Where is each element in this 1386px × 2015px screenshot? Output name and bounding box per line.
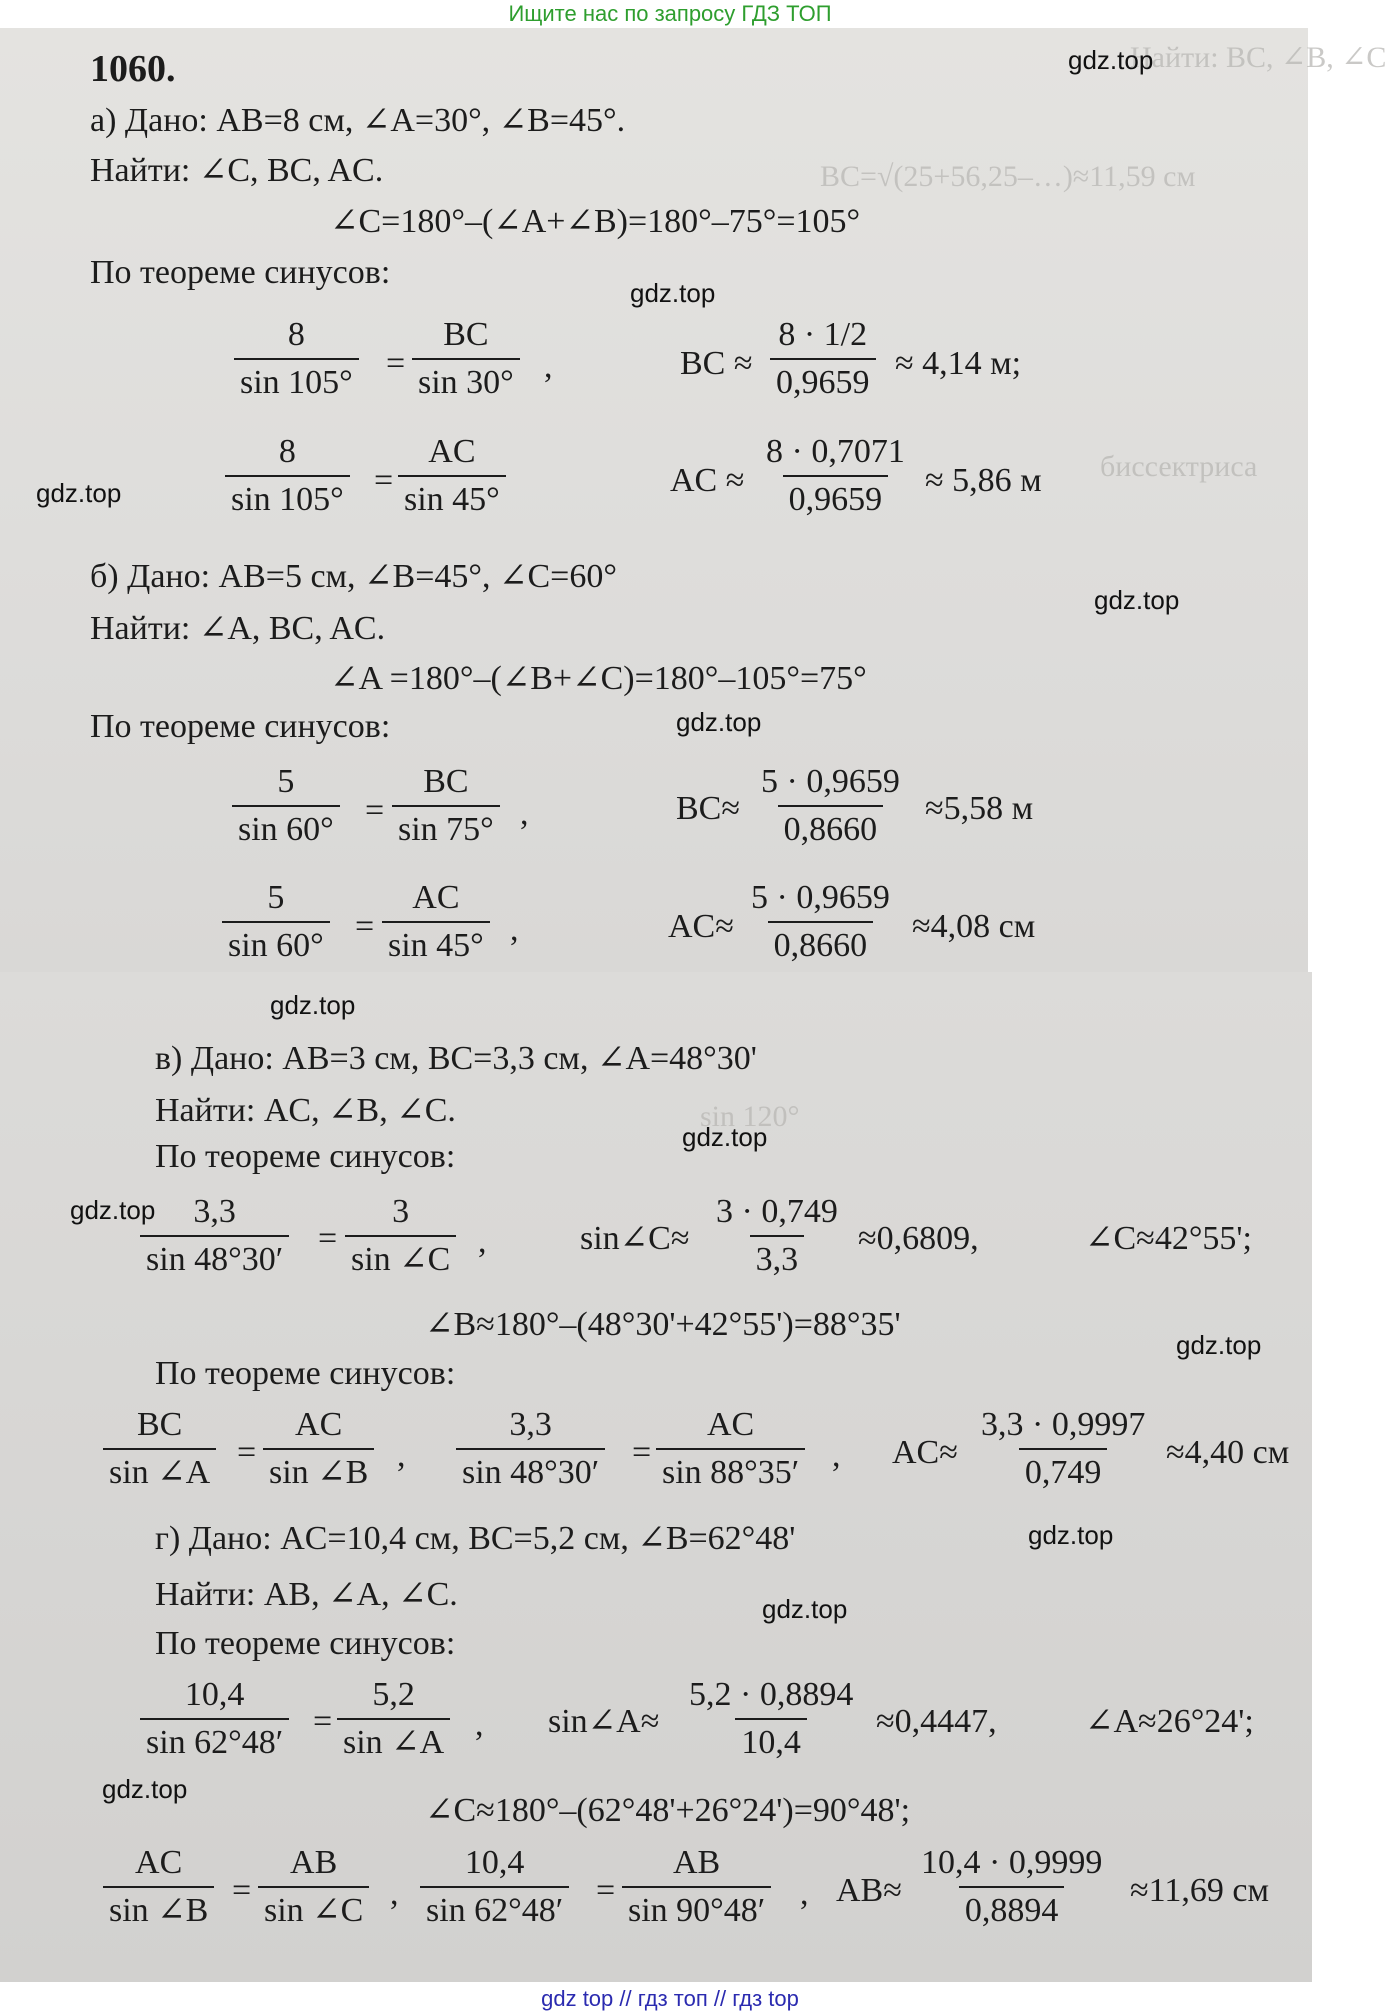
fraction-denominator: sin 60° xyxy=(222,921,330,966)
angle-result: ∠A≈26°24'; xyxy=(1085,1703,1254,1740)
comma: , xyxy=(475,1706,484,1743)
watermark: gdz.top xyxy=(102,1774,188,1804)
fraction-numerator: 10,4 xyxy=(464,1844,525,1881)
fraction-denominator: sin ∠A xyxy=(337,1718,450,1763)
problem-number: 1060. xyxy=(90,48,176,90)
fraction-denominator: sin ∠A xyxy=(103,1448,216,1493)
fraction-numerator: 3 xyxy=(392,1193,410,1230)
fraction xyxy=(915,1843,1108,1931)
fraction-denominator: sin 88°35′ xyxy=(656,1448,805,1493)
comma: , xyxy=(520,795,529,832)
fraction xyxy=(258,1843,369,1931)
fraction-numerator: 3,3 xyxy=(193,1193,236,1230)
result-value: ≈4,40 см xyxy=(1166,1434,1290,1471)
fraction-numerator: 8 · 1/2 xyxy=(778,316,868,353)
equals-sign: = xyxy=(386,345,406,382)
fraction xyxy=(622,1843,771,1931)
equals-sign: = xyxy=(232,1872,252,1909)
part-a-angle-equation: ∠C=180°–(∠A+∠B)=180°–75°=105° xyxy=(330,203,861,240)
result-value: ≈0,6809, xyxy=(858,1220,979,1257)
fraction xyxy=(656,1405,805,1493)
fraction-numerator: AC xyxy=(706,1406,755,1443)
comma: , xyxy=(478,1223,487,1260)
comma: , xyxy=(390,1875,399,1912)
result-value: ≈0,4447, xyxy=(876,1703,997,1740)
fraction-denominator: 0,8894 xyxy=(959,1886,1065,1931)
bleed-through-text: Найти: BC, ∠B, ∠C xyxy=(1130,41,1386,74)
fraction-numerator: 8 · 0,7071 xyxy=(766,433,905,470)
fraction xyxy=(392,762,500,850)
fraction-numerator: 3 · 0,749 xyxy=(716,1193,838,1230)
fraction-denominator: 0,9659 xyxy=(770,358,876,403)
fraction-numerator: 8 xyxy=(278,433,296,470)
fraction xyxy=(103,1405,216,1493)
part-a-given: а) Дано: AB=8 см, ∠A=30°, ∠B=45°. xyxy=(90,102,626,139)
watermark: gdz.top xyxy=(70,1195,156,1225)
fraction-denominator: sin ∠C xyxy=(258,1886,369,1931)
fraction-denominator: sin 48°30′ xyxy=(140,1235,289,1280)
fraction xyxy=(263,1405,374,1493)
fraction-numerator: 10,4 · 0,9999 xyxy=(921,1844,1103,1881)
fraction xyxy=(745,878,896,966)
fraction-denominator: sin 62°48′ xyxy=(140,1718,289,1763)
fraction xyxy=(337,1675,450,1763)
watermark: gdz.top xyxy=(682,1122,768,1152)
fraction xyxy=(710,1192,844,1280)
fraction xyxy=(456,1405,605,1493)
fraction-denominator: sin 45° xyxy=(398,475,506,520)
fraction-numerator: 3,3 xyxy=(509,1406,552,1443)
part-g-angle-equation: ∠C≈180°–(62°48'+26°24')=90°48'; xyxy=(425,1792,911,1829)
result-value: ≈4,08 см xyxy=(912,908,1036,945)
fraction-denominator: sin ∠C xyxy=(345,1235,456,1280)
equals-sign: = xyxy=(313,1703,333,1740)
fraction-numerator: AB xyxy=(672,1844,721,1881)
fraction-denominator: sin ∠B xyxy=(263,1448,374,1493)
fraction-denominator: 0,8660 xyxy=(778,805,884,850)
fraction-numerator: 5 · 0,9659 xyxy=(751,879,890,916)
fraction-numerator: BC xyxy=(136,1406,183,1443)
result-value: ≈11,69 см xyxy=(1130,1872,1270,1909)
watermark: gdz.top xyxy=(36,478,122,508)
bleed-through-text: sin 120° xyxy=(700,1100,800,1133)
equals-sign: = xyxy=(365,792,385,829)
equals-sign: = xyxy=(632,1434,652,1471)
watermark: gdz.top xyxy=(1094,585,1180,615)
fraction xyxy=(345,1192,456,1280)
result-label: BC ≈ xyxy=(680,345,753,382)
fraction xyxy=(683,1675,859,1763)
fraction-denominator: sin 105° xyxy=(225,475,350,520)
fraction-denominator: sin 30° xyxy=(412,358,520,403)
watermark: gdz.top xyxy=(1028,1520,1114,1550)
part-v-theorem-label: По теореме синусов: xyxy=(155,1138,456,1175)
search-banner[interactable]: Ищите нас по запросу ГДЗ ТОП xyxy=(0,0,1340,28)
fraction-denominator: 0,749 xyxy=(1019,1448,1108,1493)
comma: , xyxy=(510,911,519,948)
fraction xyxy=(412,315,520,403)
fraction xyxy=(234,315,359,403)
fraction xyxy=(140,1192,289,1280)
fraction-numerator: 5,2 · 0,8894 xyxy=(689,1676,854,1713)
fraction xyxy=(420,1843,569,1931)
fraction-numerator: AC xyxy=(135,1844,183,1881)
equals-sign: = xyxy=(596,1872,616,1909)
bleed-through-text: BC=√(25+56,25–…)≈11,59 см xyxy=(820,160,1196,193)
fraction xyxy=(225,432,350,520)
fraction-numerator: BC xyxy=(423,763,469,800)
fraction xyxy=(770,315,876,403)
fraction-denominator: sin 105° xyxy=(234,358,359,403)
fraction-denominator: sin 60° xyxy=(232,805,340,850)
part-v-given: в) Дано: AB=3 см, BC=3,3 см, ∠A=48°30' xyxy=(155,1040,757,1077)
part-g-given: г) Дано: AC=10,4 см, BC=5,2 см, ∠B=62°48' xyxy=(155,1520,796,1557)
angle-result: ∠C≈42°55'; xyxy=(1085,1220,1252,1257)
result-label: AC ≈ xyxy=(670,462,745,499)
comma: , xyxy=(832,1437,841,1474)
equals-sign: = xyxy=(237,1434,257,1471)
part-v-theorem-label-2: По теореме синусов: xyxy=(155,1355,456,1392)
fraction-numerator: 5 · 0,9659 xyxy=(761,763,900,800)
fraction xyxy=(975,1405,1151,1493)
part-v-angle-equation: ∠B≈180°–(48°30'+42°55')=88°35' xyxy=(425,1306,901,1343)
result-label: AC≈ xyxy=(668,908,734,945)
part-b-theorem-label: По теореме синусов: xyxy=(90,708,391,745)
result-value: ≈5,58 м xyxy=(925,790,1034,827)
fraction-numerator: AC xyxy=(428,433,476,470)
watermark: gdz.top xyxy=(1176,1330,1262,1360)
page-margin xyxy=(1308,28,1340,972)
fraction-denominator: 10,4 xyxy=(735,1718,807,1763)
fraction-numerator: 5 xyxy=(277,763,295,800)
comma: , xyxy=(544,348,553,385)
result-label: sin∠A≈ xyxy=(548,1703,660,1740)
part-g-theorem-label: По теореме синусов: xyxy=(155,1625,456,1662)
result-value: ≈ 4,14 м; xyxy=(895,345,1022,382)
fraction-denominator: sin 75° xyxy=(392,805,500,850)
fraction xyxy=(222,878,330,966)
result-label: AB≈ xyxy=(836,1872,902,1909)
part-a-theorem-label: По теореме синусов: xyxy=(90,254,391,291)
fraction-denominator: 3,3 xyxy=(750,1235,805,1280)
watermark: gdz.top xyxy=(676,707,762,737)
result-label: sin∠C≈ xyxy=(580,1220,690,1257)
part-b-angle-equation: ∠A =180°–(∠B+∠C)=180°–105°=75° xyxy=(330,660,867,697)
fraction-numerator: AC xyxy=(412,879,460,916)
fraction xyxy=(398,432,506,520)
fraction-numerator: 8 xyxy=(287,316,305,353)
watermark: gdz.top xyxy=(762,1594,848,1624)
fraction xyxy=(140,1675,289,1763)
fraction xyxy=(232,762,340,850)
part-v-find: Найти: AC, ∠B, ∠C. xyxy=(155,1092,456,1129)
watermark: gdz.top xyxy=(270,990,356,1020)
part-g-find: Найти: AB, ∠A, ∠C. xyxy=(155,1576,458,1613)
fraction xyxy=(760,432,911,520)
fraction-denominator: sin 45° xyxy=(382,921,490,966)
equals-sign: = xyxy=(355,908,375,945)
fraction xyxy=(382,878,490,966)
equals-sign: = xyxy=(374,462,394,499)
fraction-numerator: BC xyxy=(443,316,489,353)
comma: , xyxy=(397,1437,406,1474)
part-b-given: б) Дано: AB=5 см, ∠B=45°, ∠C=60° xyxy=(90,558,617,595)
fraction-numerator: 10,4 xyxy=(184,1676,245,1713)
fraction-numerator: AC xyxy=(295,1406,343,1443)
fraction-denominator: sin 48°30′ xyxy=(456,1448,605,1493)
fraction-numerator: 5 xyxy=(267,879,285,916)
fraction-numerator: 5,2 xyxy=(372,1676,415,1713)
fraction-denominator: 0,9659 xyxy=(783,475,889,520)
fraction-numerator: AB xyxy=(290,1844,338,1881)
result-label: AC≈ xyxy=(892,1434,958,1471)
watermark: gdz.top xyxy=(1068,45,1154,75)
fraction-denominator: 0,8660 xyxy=(768,921,874,966)
watermark: gdz.top xyxy=(630,278,716,308)
bleed-through-text: биссектриса xyxy=(1100,450,1258,483)
fraction-denominator: sin ∠B xyxy=(103,1886,214,1931)
result-label: BC≈ xyxy=(676,790,741,827)
footer-links[interactable]: gdz top // гдз топ // гдз top xyxy=(0,1982,1340,2015)
result-value: ≈ 5,86 м xyxy=(925,462,1042,499)
fraction-numerator: 3,3 · 0,9997 xyxy=(981,1406,1146,1443)
equals-sign: = xyxy=(318,1220,338,1257)
fraction-denominator: sin 62°48′ xyxy=(420,1886,569,1931)
fraction xyxy=(755,762,906,850)
comma: , xyxy=(800,1875,809,1912)
part-a-find: Найти: ∠C, BC, AC. xyxy=(90,152,384,189)
part-b-find: Найти: ∠A, BC, AC. xyxy=(90,610,386,647)
fraction-denominator: sin 90°48′ xyxy=(622,1886,771,1931)
fraction xyxy=(103,1843,214,1931)
